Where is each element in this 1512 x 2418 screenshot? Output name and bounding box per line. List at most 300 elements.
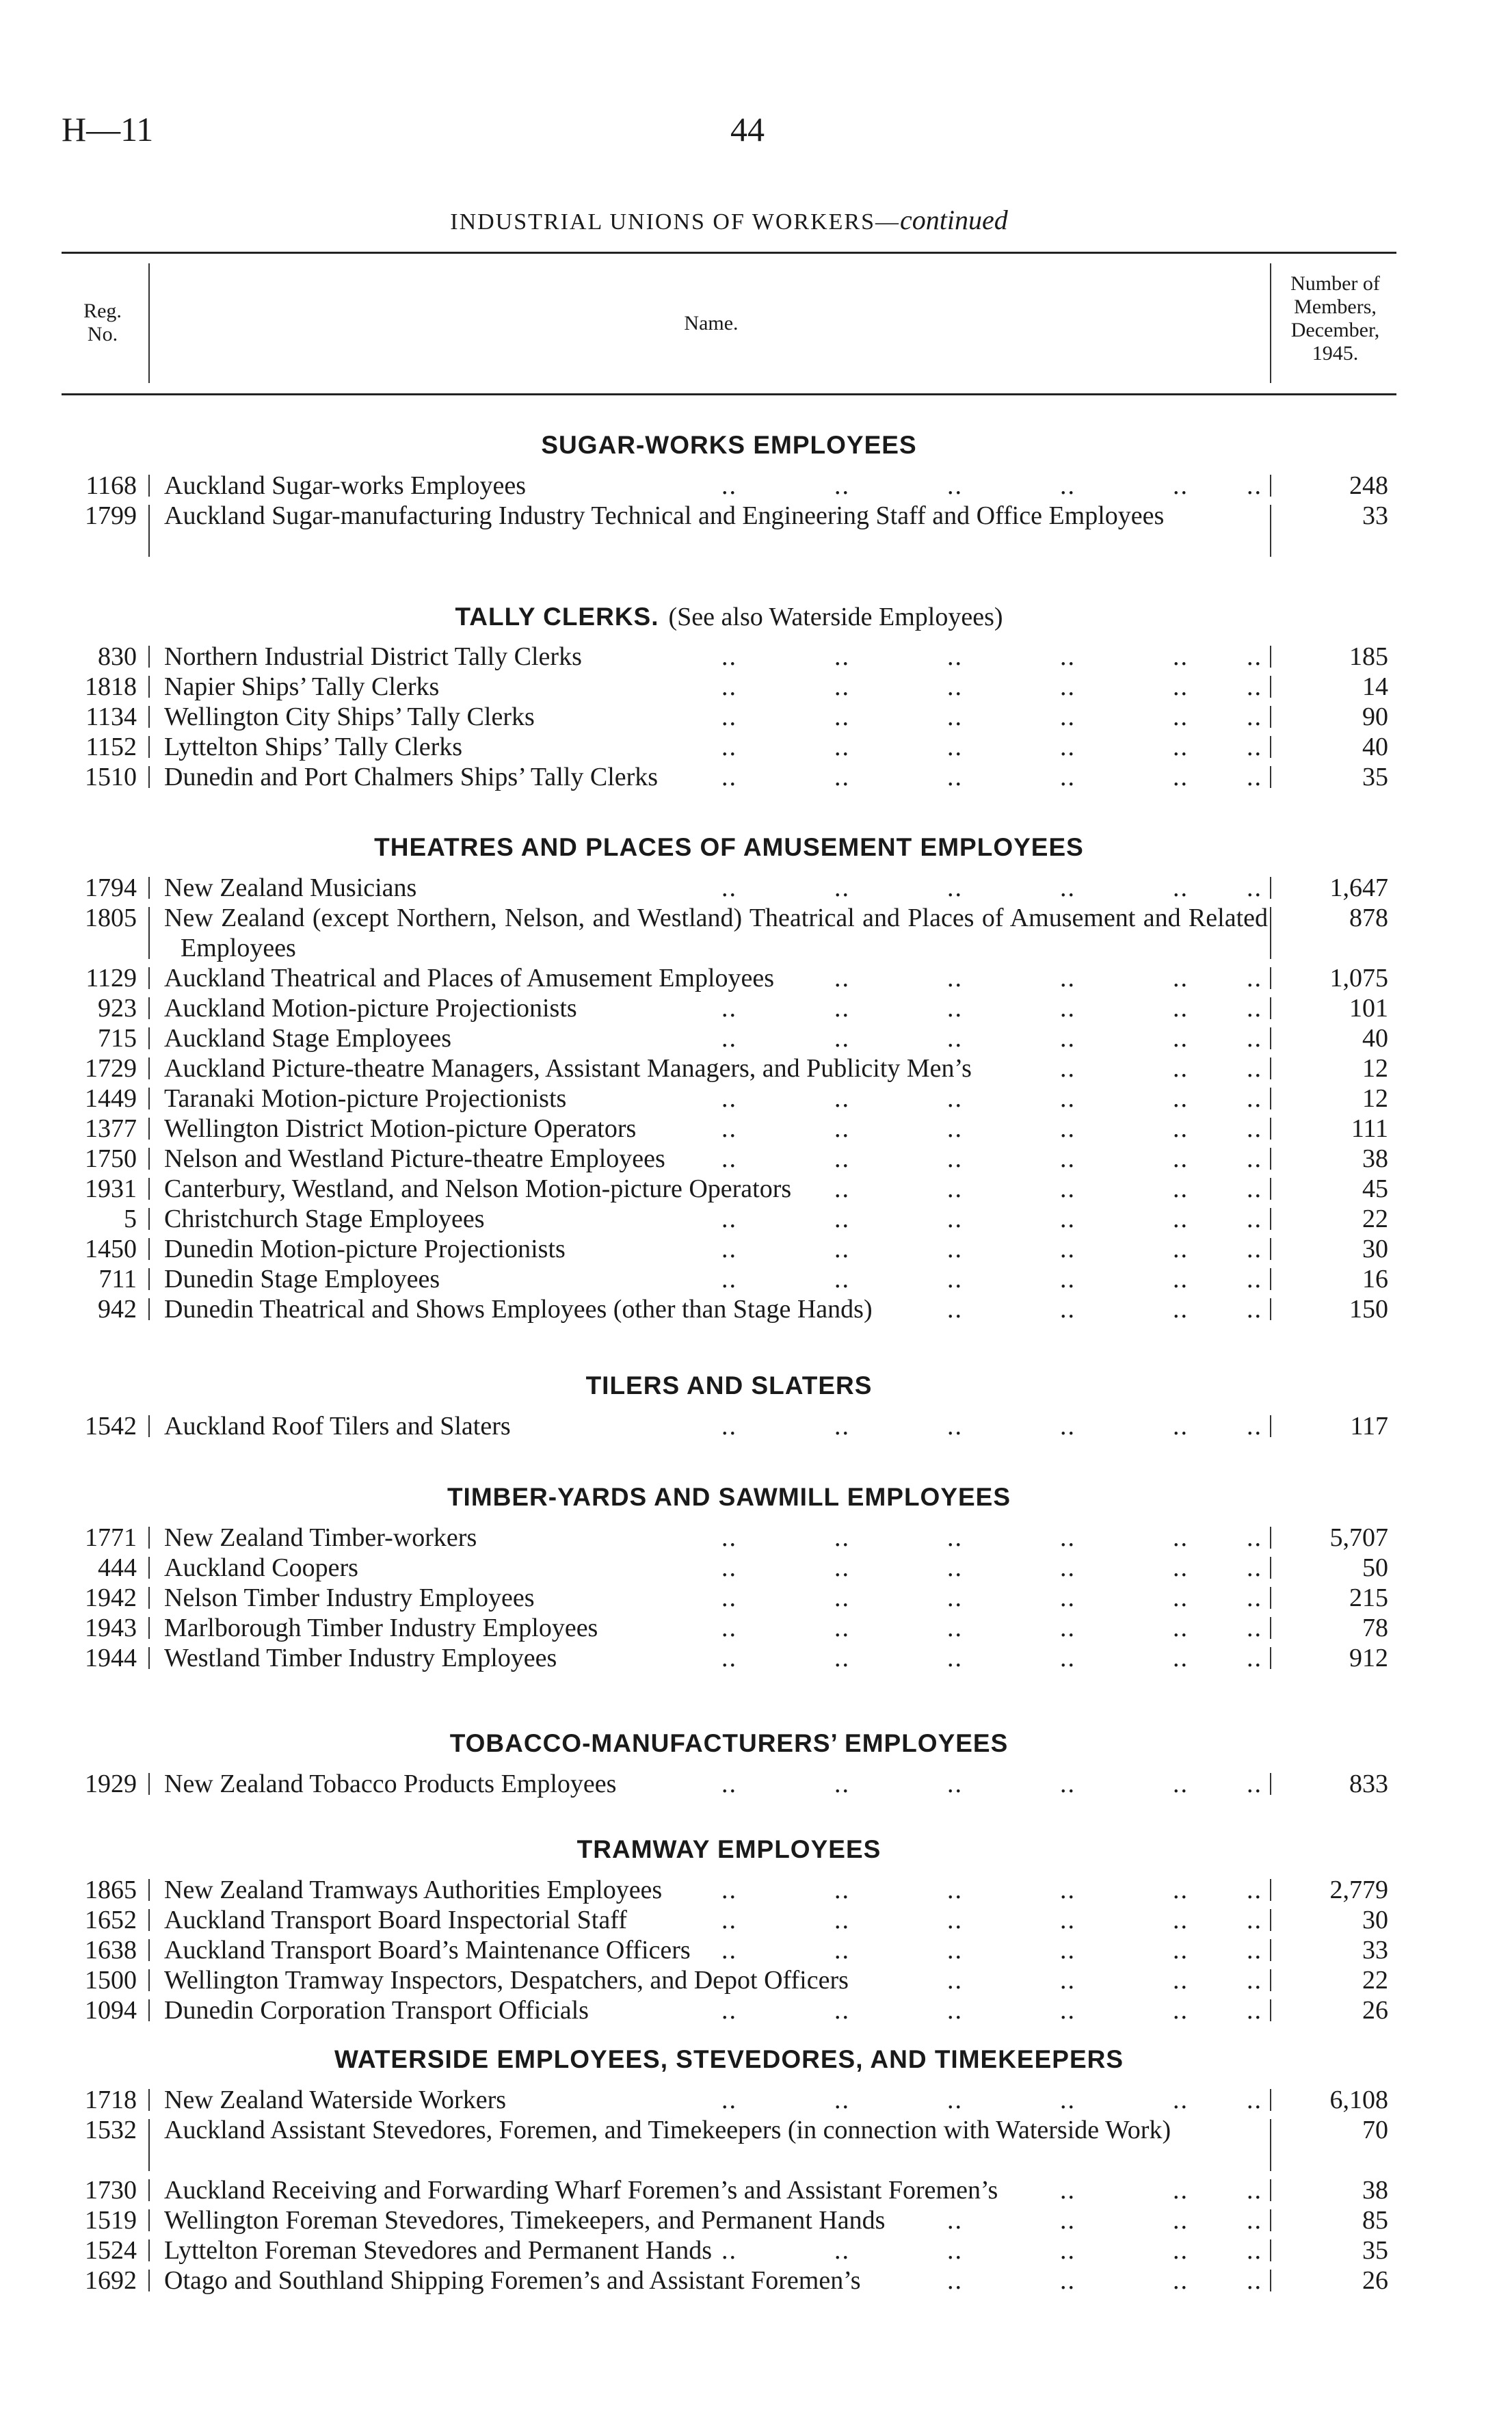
member-count: 33 [1362, 1936, 1388, 1964]
leader-dots: .. [1173, 2266, 1189, 2295]
reg-number: 1730 [85, 2176, 137, 2205]
leader-dots: .. [1247, 763, 1262, 791]
table-row [0, 2175, 1512, 2205]
column-rule-left [148, 736, 150, 758]
reg-number: 1450 [85, 1235, 137, 1263]
union-name: Taranaki Motion-picture Projectionists [164, 1084, 567, 1113]
member-count: 185 [1349, 642, 1388, 671]
leader-dots: .. [947, 1205, 963, 1233]
leader-dots: .. [947, 1553, 963, 1582]
table-row [0, 1643, 1512, 1673]
reg-number: 1750 [85, 1144, 137, 1173]
leader-dots: .. [1247, 2266, 1262, 2295]
table-row [0, 1264, 1512, 1294]
leader-dots: .. [1060, 1174, 1076, 1203]
leader-dots: .. [721, 2086, 737, 2114]
leader-dots: .. [1247, 2176, 1262, 2205]
reg-number: 1692 [85, 2266, 137, 2295]
member-count: 2,779 [1329, 1876, 1388, 1904]
leader-dots: .. [947, 702, 963, 731]
section-heading [62, 833, 1396, 873]
leader-dots: .. [834, 1174, 850, 1203]
leader-dots: .. [1173, 994, 1189, 1023]
leader-dots: .. [1173, 1084, 1189, 1113]
leader-dots: .. [721, 2236, 737, 2265]
union-name: Auckland Sugar-manufacturing Industry Technical and Engineering Staff and Office Employees [164, 501, 1165, 530]
leader-dots: .. [1173, 1412, 1189, 1441]
leader-dots: .. [1247, 1770, 1262, 1798]
leader-dots: .. [1247, 1614, 1262, 1642]
leader-dots: .. [721, 733, 737, 761]
member-count: 30 [1362, 1906, 1388, 1934]
leader-dots: .. [1060, 1024, 1076, 1053]
leader-dots: .. [834, 1412, 850, 1441]
leader-dots: .. [1060, 1614, 1076, 1642]
leader-dots: .. [1247, 1644, 1262, 1672]
section [0, 431, 1512, 561]
leader-dots: .. [947, 1235, 963, 1263]
member-count: 22 [1362, 1966, 1388, 1995]
leader-dots: .. [721, 702, 737, 731]
member-count: 16 [1362, 1265, 1388, 1293]
member-count: 111 [1351, 1114, 1388, 1143]
reg-number: 1129 [85, 964, 137, 993]
leader-dots: .. [834, 1084, 850, 1113]
section-title: TOBACCO-MANUFACTURERS’ EMPLOYEES [449, 1729, 1009, 1757]
union-name: Dunedin Corporation Transport Officials [164, 1996, 589, 2025]
leader-dots: .. [947, 2206, 963, 2235]
leader-dots: .. [947, 964, 963, 993]
leader-dots: .. [834, 1614, 850, 1642]
column-rule-left [148, 1939, 150, 1961]
leader-dots: .. [1247, 1054, 1262, 1083]
leader-dots: .. [1060, 1996, 1076, 2025]
member-count: 35 [1362, 763, 1388, 791]
leader-dots: .. [1247, 1235, 1262, 1263]
column-rule-right [1270, 1088, 1271, 1109]
leader-dots: .. [721, 763, 737, 791]
column-rule-right [1270, 1415, 1271, 1437]
column-rule-left [148, 2209, 150, 2231]
union-name: Auckland Sugar-works Employees [164, 471, 527, 500]
column-rule-left [148, 1879, 150, 1901]
table-row [0, 1294, 1512, 1324]
leader-dots: .. [1173, 1265, 1189, 1293]
member-count: 12 [1362, 1054, 1388, 1083]
member-count: 1,075 [1329, 964, 1388, 993]
leader-dots: .. [1173, 2086, 1189, 2114]
column-rule-left [148, 1208, 150, 1230]
section-heading [62, 1835, 1396, 1875]
member-count: 5,707 [1329, 1523, 1388, 1552]
union-name: Northern Industrial District Tally Clerks [164, 642, 582, 671]
union-name: Wellington Foreman Stevedores, Timekeepers, and Permanent Hands [164, 2206, 886, 2235]
leader-dots: .. [721, 873, 737, 902]
leader-dots: .. [1247, 1876, 1262, 1904]
leader-dots: .. [1247, 672, 1262, 701]
leader-dots: .. [1060, 1144, 1076, 1173]
table-row [0, 2115, 1512, 2175]
leader-dots: .. [1247, 1144, 1262, 1173]
leader-dots: .. [947, 1583, 963, 1612]
leader-dots: .. [1060, 733, 1076, 761]
leader-dots: .. [1173, 1144, 1189, 1173]
running-title [62, 204, 1396, 236]
leader-dots: .. [1060, 1295, 1076, 1324]
reg-number: 830 [98, 642, 137, 671]
running-title-text: INDUSTRIAL UNIONS OF WORKERS— [450, 209, 900, 235]
union-name: Auckland Receiving and Forwarding Wharf Foremen’s and Assistant Foremen’s [164, 2176, 998, 2205]
section-heading [62, 1729, 1396, 1769]
leader-dots: .. [834, 1553, 850, 1582]
member-count: 6,108 [1329, 2086, 1388, 2114]
leader-dots: .. [1247, 2206, 1262, 2235]
leader-dots: .. [1173, 702, 1189, 731]
table-row [0, 1053, 1512, 1083]
leader-dots: .. [1247, 1084, 1262, 1113]
leader-dots: .. [721, 1644, 737, 1672]
reg-number: 1729 [85, 1054, 137, 1083]
column-rule-left [148, 2270, 150, 2291]
table-row [0, 672, 1512, 702]
column-rule-left [148, 1909, 150, 1931]
section [0, 2045, 1512, 2296]
leader-dots: .. [1247, 1523, 1262, 1552]
leader-dots: .. [1247, 2086, 1262, 2114]
member-count: 38 [1362, 1144, 1388, 1173]
table-row [0, 1083, 1512, 1114]
column-rule-right [1270, 2270, 1271, 2291]
column-rule-left [148, 676, 150, 698]
section-heading [62, 1371, 1396, 1411]
leader-dots: .. [834, 1906, 850, 1934]
leader-dots: .. [1247, 642, 1262, 671]
union-name: Auckland Motion-picture Projectionists [164, 994, 577, 1023]
table-top-rule [62, 252, 1396, 254]
column-rule-left [148, 1527, 150, 1549]
leader-dots: .. [1247, 1906, 1262, 1934]
column-rule-left [148, 2179, 150, 2201]
column-rule-left [148, 2089, 150, 2111]
leader-dots: .. [1060, 1876, 1076, 1904]
column-rule-right [1270, 967, 1271, 989]
section-title: TIMBER-YARDS AND SAWMILL EMPLOYEES [447, 1483, 1011, 1511]
column-rule-left [148, 1298, 150, 1320]
reg-number: 1638 [85, 1936, 137, 1964]
reg-number: 1377 [85, 1114, 137, 1143]
member-count: 833 [1349, 1770, 1388, 1798]
table-row [0, 2205, 1512, 2235]
union-name: New Zealand Tramways Authorities Employees [164, 1876, 663, 1904]
column-rule-right [1270, 1057, 1271, 1079]
leader-dots: .. [721, 1265, 737, 1293]
leader-dots: .. [834, 1583, 850, 1612]
leader-dots: .. [834, 1235, 850, 1263]
reg-number: 1942 [85, 1583, 137, 1612]
table-row [0, 1174, 1512, 1204]
column-rule-right [1270, 1587, 1271, 1609]
member-count: 117 [1350, 1412, 1388, 1441]
page-code: H—11 [62, 110, 154, 148]
column-rule-left [148, 1969, 150, 1991]
leader-dots: .. [834, 1876, 850, 1904]
table-row [0, 1875, 1512, 1905]
leader-dots: .. [947, 733, 963, 761]
leader-dots: .. [947, 1144, 963, 1173]
table-row [0, 2085, 1512, 2115]
table-row [0, 873, 1512, 903]
leader-dots: .. [947, 2266, 963, 2295]
leader-dots: .. [834, 763, 850, 791]
column-rule-right [1270, 1557, 1271, 1579]
section-heading [62, 602, 1396, 642]
members-header-line3: December, [1290, 319, 1380, 341]
table-row [0, 903, 1512, 963]
leader-dots: .. [1173, 1024, 1189, 1053]
column-rule-right [1270, 1118, 1271, 1140]
leader-dots: .. [1247, 733, 1262, 761]
leader-dots: .. [721, 1084, 737, 1113]
header-column-rule-left [148, 263, 150, 383]
column-rule-left [148, 1999, 150, 2021]
leader-dots: .. [834, 1996, 850, 2025]
leader-dots: .. [721, 1523, 737, 1552]
table-row [0, 1204, 1512, 1234]
leader-dots: .. [1060, 1205, 1076, 1233]
table-row [0, 1114, 1512, 1144]
leader-dots: .. [834, 2236, 850, 2265]
union-name: Wellington City Ships’ Tally Clerks [164, 702, 535, 731]
union-name: New Zealand Tobacco Products Employees [164, 1770, 617, 1798]
leader-dots: .. [1247, 1553, 1262, 1582]
column-rule-left [148, 1557, 150, 1579]
reg-number: 1943 [85, 1614, 137, 1642]
leader-dots: .. [1173, 1523, 1189, 1552]
member-count: 22 [1362, 1205, 1388, 1233]
leader-dots: .. [1060, 2176, 1076, 2205]
leader-dots: .. [1060, 2086, 1076, 2114]
leader-dots: .. [1173, 1054, 1189, 1083]
column-rule-right [1270, 907, 1271, 959]
column-rule-right [1270, 646, 1271, 668]
column-rule-right [1270, 877, 1271, 899]
reg-number: 1094 [85, 1996, 137, 2025]
reg-number: 1794 [85, 873, 137, 902]
running-title-continued: continued [900, 205, 1008, 235]
members-header-line4: 1945. [1312, 342, 1359, 365]
member-count: 90 [1362, 702, 1388, 731]
column-rule-right [1270, 1939, 1271, 1961]
column-rule-right [1270, 2119, 1271, 2171]
section-title: THEATRES AND PLACES OF AMUSEMENT EMPLOYEES [374, 833, 1084, 861]
column-rule-right [1270, 1999, 1271, 2021]
column-rule-left [148, 766, 150, 788]
union-name: Auckland Theatrical and Places of Amusement Employees [164, 964, 775, 993]
column-rule-right [1270, 997, 1271, 1019]
table-row [0, 642, 1512, 672]
union-name: Otago and Southland Shipping Foremen’s and Assistant Foremen’s [164, 2266, 861, 2295]
leader-dots: .. [1247, 1295, 1262, 1324]
reg-number: 1510 [85, 763, 137, 791]
leader-dots: .. [1060, 471, 1076, 500]
union-name: Auckland Picture-theatre Managers, Assistant Managers, and Publicity Men’s [164, 1054, 972, 1083]
leader-dots: .. [1060, 1084, 1076, 1113]
leader-dots: .. [834, 873, 850, 902]
header-column-rule-right [1270, 263, 1271, 383]
leader-dots: .. [1173, 1583, 1189, 1612]
table-row [0, 732, 1512, 762]
column-rule-left [148, 1057, 150, 1079]
leader-dots: .. [947, 471, 963, 500]
leader-dots: .. [947, 642, 963, 671]
union-name: Canterbury, Westland, and Nelson Motion-picture Operators [164, 1174, 792, 1203]
column-rule-left [148, 475, 150, 497]
column-rule-left [148, 1617, 150, 1639]
leader-dots: .. [1173, 763, 1189, 791]
leader-dots: .. [1173, 471, 1189, 500]
union-name: Dunedin Theatrical and Shows Employees (other than Stage Hands) [164, 1295, 873, 1324]
column-rule-right [1270, 1647, 1271, 1669]
union-name: Nelson and Westland Picture-theatre Employees [164, 1144, 665, 1173]
union-name: Lyttelton Ships’ Tally Clerks [164, 733, 463, 761]
union-name: Westland Timber Industry Employees [164, 1644, 557, 1672]
leader-dots: .. [721, 672, 737, 701]
member-count: 78 [1362, 1614, 1388, 1642]
member-count: 101 [1349, 994, 1388, 1023]
leader-dots: .. [1247, 2236, 1262, 2265]
table-header-bottom-rule [62, 393, 1396, 395]
leader-dots: .. [834, 2086, 850, 2114]
leader-dots: .. [1060, 1553, 1076, 1582]
section-heading [62, 1483, 1396, 1523]
column-rule-left [148, 967, 150, 989]
reg-no-header [62, 300, 144, 346]
leader-dots: .. [1060, 1523, 1076, 1552]
leader-dots: .. [834, 994, 850, 1023]
leader-dots: .. [1247, 1205, 1262, 1233]
leader-dots: .. [721, 1024, 737, 1053]
column-rule-left [148, 907, 150, 959]
members-header-line2: Members, [1294, 295, 1377, 318]
table-row [0, 1234, 1512, 1264]
union-name: New Zealand Waterside Workers [164, 2086, 507, 2114]
member-count: 35 [1362, 2236, 1388, 2265]
column-rule-right [1270, 706, 1271, 728]
table-row [0, 963, 1512, 993]
reg-number: 1944 [85, 1644, 137, 1672]
leader-dots: .. [721, 1144, 737, 1173]
reg-number: 1532 [85, 2116, 137, 2144]
table-row [0, 2265, 1512, 2296]
leader-dots: .. [834, 1644, 850, 1672]
column-rule-left [148, 1178, 150, 1200]
table-row [0, 1769, 1512, 1799]
column-rule-left [148, 646, 150, 668]
leader-dots: .. [721, 1876, 737, 1904]
column-rule-right [1270, 1879, 1271, 1901]
column-rule-right [1270, 1148, 1271, 1170]
leader-dots: .. [947, 1996, 963, 2025]
leader-dots: .. [1060, 1054, 1076, 1083]
leader-dots: .. [834, 642, 850, 671]
leader-dots: .. [1060, 994, 1076, 1023]
leader-dots: .. [1060, 1966, 1076, 1995]
table-row [0, 1613, 1512, 1643]
member-count: 26 [1362, 2266, 1388, 2295]
union-name: Wellington Tramway Inspectors, Despatchers, and Depot Officers [164, 1966, 849, 1995]
column-rule-right [1270, 1773, 1271, 1795]
column-rule-left [148, 1647, 150, 1669]
section-heading [62, 2045, 1396, 2085]
column-rule-right [1270, 505, 1271, 557]
union-name: Auckland Roof Tilers and Slaters [164, 1412, 511, 1441]
column-rule-left [148, 1415, 150, 1437]
leader-dots: .. [947, 763, 963, 791]
leader-dots: .. [834, 672, 850, 701]
leader-dots: .. [1060, 1114, 1076, 1143]
member-count: 150 [1349, 1295, 1388, 1324]
leader-dots: .. [947, 1644, 963, 1672]
leader-dots: .. [1060, 1770, 1076, 1798]
section [0, 1483, 1512, 1673]
leader-dots: .. [834, 1523, 850, 1552]
section [0, 1729, 1512, 1799]
union-name: Nelson Timber Industry Employees [164, 1583, 535, 1612]
column-rule-right [1270, 1268, 1271, 1290]
leader-dots: .. [947, 1770, 963, 1798]
reg-number: 1134 [85, 702, 137, 731]
reg-number: 1818 [85, 672, 137, 701]
union-name: Auckland Assistant Stevedores, Foremen, and Timekeepers (in connection with Waterside Work) [164, 2116, 1171, 2144]
leader-dots: .. [834, 1114, 850, 1143]
section [0, 602, 1512, 792]
leader-dots: .. [1060, 1412, 1076, 1441]
column-rule-right [1270, 2239, 1271, 2261]
leader-dots: .. [1173, 1174, 1189, 1203]
reg-number: 1718 [85, 2086, 137, 2114]
table-row [0, 2235, 1512, 2265]
column-rule-left [148, 1148, 150, 1170]
leader-dots: .. [834, 1205, 850, 1233]
leader-dots: .. [947, 2236, 963, 2265]
table-row [0, 1995, 1512, 2025]
leader-dots: .. [1173, 1205, 1189, 1233]
column-rule-left [148, 1773, 150, 1795]
leader-dots: .. [1173, 1614, 1189, 1642]
union-name: Auckland Transport Board’s Maintenance Officers [164, 1936, 691, 1964]
member-count: 1,647 [1329, 873, 1388, 902]
column-rule-right [1270, 1969, 1271, 1991]
union-name: Auckland Transport Board Inspectorial Staff [164, 1906, 627, 1934]
leader-dots: .. [1060, 1644, 1076, 1672]
union-name: Napier Ships’ Tally Clerks [164, 672, 440, 701]
section [0, 833, 1512, 1324]
leader-dots: .. [1060, 873, 1076, 902]
members-header-line1: Number of [1290, 272, 1380, 295]
section-heading [62, 431, 1396, 471]
table-row [0, 1905, 1512, 1935]
leader-dots: .. [1060, 1906, 1076, 1934]
table-row [0, 471, 1512, 501]
leader-dots: .. [1060, 702, 1076, 731]
leader-dots: .. [721, 1205, 737, 1233]
column-rule-right [1270, 1617, 1271, 1639]
union-name: Dunedin Stage Employees [164, 1265, 440, 1293]
column-rule-right [1270, 1027, 1271, 1049]
leader-dots: .. [721, 1906, 737, 1934]
leader-dots: .. [1247, 873, 1262, 902]
leader-dots: .. [947, 1876, 963, 1904]
